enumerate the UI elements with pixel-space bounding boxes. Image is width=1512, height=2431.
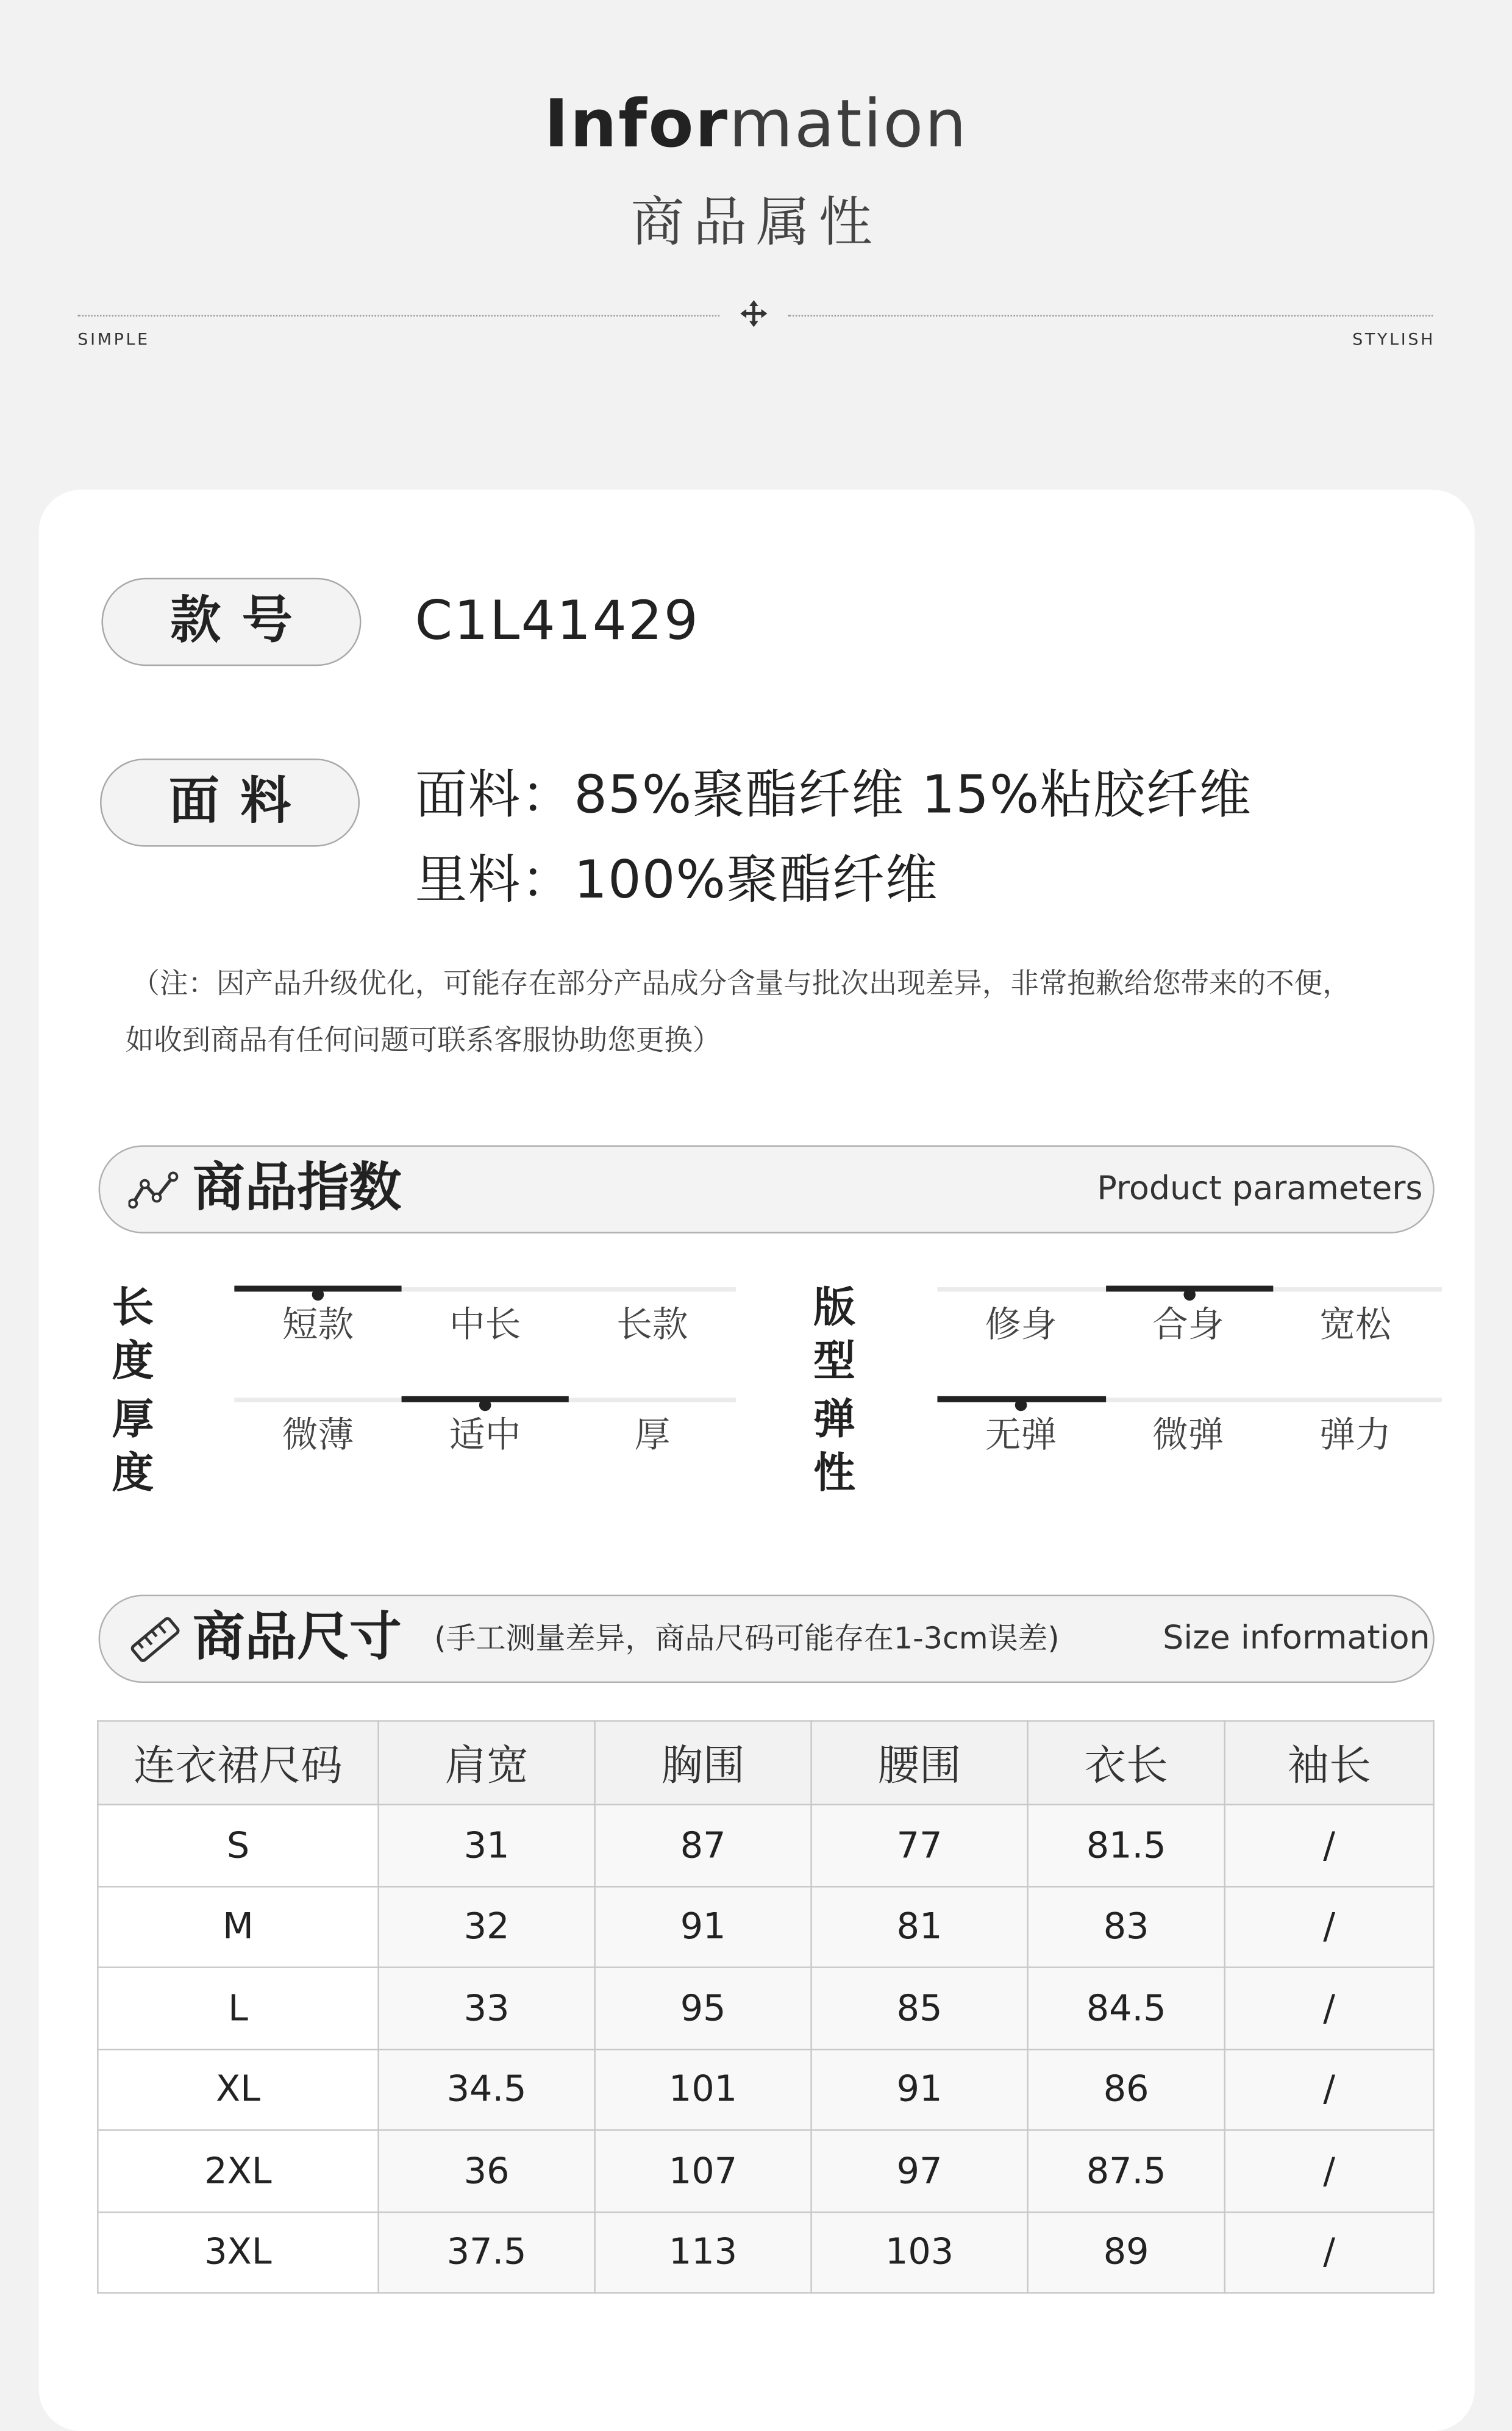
size-cell: 3XL xyxy=(98,2211,378,2293)
size-cell: 2XL xyxy=(98,2130,378,2211)
param-track xyxy=(937,1287,1441,1291)
param-track xyxy=(234,1398,736,1402)
table-cell: / xyxy=(1225,1886,1434,1967)
table-cell: 107 xyxy=(595,2130,811,2211)
param-selected-dot xyxy=(1183,1288,1196,1301)
column-header: 袖长 xyxy=(1225,1721,1434,1804)
column-header: 肩宽 xyxy=(379,1721,595,1804)
table-header-row xyxy=(98,1721,1433,1804)
params-header-bar xyxy=(99,1145,1435,1233)
fabric-outer: 面料：85%聚酯纤维 15%粘胶纤维 xyxy=(415,766,1252,826)
param-option: 无弹 xyxy=(985,1414,1057,1456)
table-row xyxy=(98,1805,1433,1886)
table-cell: 37.5 xyxy=(379,2211,595,2293)
table-cell: 34.5 xyxy=(379,2049,595,2130)
move-cross-icon xyxy=(737,297,770,330)
param-label: 弹性 xyxy=(813,1394,855,1498)
table-cell: 101 xyxy=(595,2049,811,2130)
table-cell: 87 xyxy=(595,1805,811,1886)
table-row xyxy=(98,2130,1433,2211)
simple-tag: SIMPLE xyxy=(77,330,150,350)
table-cell: / xyxy=(1225,2211,1434,2293)
table-cell: 87.5 xyxy=(1028,2130,1225,2211)
size-title-en: Size information xyxy=(1163,1620,1430,1658)
param-selected-dot xyxy=(312,1288,324,1301)
column-header: 腰围 xyxy=(811,1721,1028,1804)
param-option: 短款 xyxy=(282,1303,354,1346)
param-option: 厚 xyxy=(634,1414,671,1456)
param-option: 宽松 xyxy=(1319,1303,1391,1346)
size-cell: L xyxy=(98,1968,378,2049)
param-option: 长款 xyxy=(616,1303,688,1346)
table-cell: 77 xyxy=(811,1805,1028,1886)
fabric-label: 面料 xyxy=(100,759,360,846)
size-cell: M xyxy=(98,1886,378,1967)
divider-left xyxy=(77,315,719,316)
table-cell: 31 xyxy=(379,1805,595,1886)
param-label: 版型 xyxy=(813,1282,855,1386)
table-row xyxy=(98,2211,1433,2293)
table-cell: 36 xyxy=(379,2130,595,2211)
param-track xyxy=(937,1398,1441,1402)
table-cell: 83 xyxy=(1028,1886,1225,1967)
table-cell: 97 xyxy=(811,2130,1028,2211)
stylish-tag: STYLISH xyxy=(1352,330,1436,350)
column-header: 衣长 xyxy=(1028,1721,1225,1804)
table-cell: 113 xyxy=(595,2211,811,2293)
size-table xyxy=(97,1720,1435,2293)
table-cell: 103 xyxy=(811,2211,1028,2293)
column-header: 连衣裙尺码 xyxy=(98,1721,378,1804)
title-bold-part: Infor xyxy=(544,87,729,163)
size-note: (手工测量差异，商品尺码可能存在1-3cm误差) xyxy=(434,1620,1060,1656)
param-option: 修身 xyxy=(985,1303,1057,1346)
style-no-label: 款号 xyxy=(101,578,361,666)
table-cell: 91 xyxy=(595,1886,811,1967)
ruler-icon xyxy=(129,1614,182,1665)
table-cell: 89 xyxy=(1028,2211,1225,2293)
table-cell: 95 xyxy=(595,1968,811,2049)
size-cell: XL xyxy=(98,2049,378,2130)
note-line-2: 如收到商品有任何问题可联系客服协助您更换） xyxy=(125,1024,721,1057)
divider-right xyxy=(788,315,1433,316)
table-cell: 81.5 xyxy=(1028,1805,1225,1886)
param-option: 微薄 xyxy=(282,1414,354,1456)
param-option: 弹力 xyxy=(1319,1414,1391,1456)
table-cell: 86 xyxy=(1028,2049,1225,2130)
param-option: 适中 xyxy=(449,1414,521,1456)
table-row xyxy=(98,2049,1433,2130)
params-title-en: Product parameters xyxy=(1097,1171,1423,1208)
param-option: 合身 xyxy=(1152,1303,1224,1346)
param-option: 微弹 xyxy=(1152,1414,1224,1456)
param-label: 厚度 xyxy=(112,1394,154,1498)
table-cell: / xyxy=(1225,2130,1434,2211)
page-subtitle: 商品属性 xyxy=(630,192,882,254)
column-header: 胸围 xyxy=(595,1721,811,1804)
table-cell: / xyxy=(1225,1805,1434,1886)
param-label: 长度 xyxy=(112,1282,154,1386)
fabric-lining: 里料：100%聚酯纤维 xyxy=(415,851,938,911)
size-title: 商品尺寸 xyxy=(192,1608,402,1668)
table-cell: 84.5 xyxy=(1028,1968,1225,2049)
table-row xyxy=(98,1968,1433,2049)
table-cell: 91 xyxy=(811,2049,1028,2130)
param-track xyxy=(234,1287,736,1291)
table-cell: / xyxy=(1225,2049,1434,2130)
table-cell: 33 xyxy=(379,1968,595,2049)
table-cell: 85 xyxy=(811,1968,1028,2049)
table-row xyxy=(98,1886,1433,1967)
note-line-1: （注：因产品升级优化，可能存在部分产品成分含量与批次出现差异，非常抱歉给您带来的不便， xyxy=(131,967,1351,1001)
param-selected-dot xyxy=(479,1399,491,1412)
style-no-value: C1L41429 xyxy=(415,591,700,653)
title-light-part: mation xyxy=(729,87,968,163)
table-cell: 32 xyxy=(379,1886,595,1967)
page-title xyxy=(0,84,1512,167)
params-title: 商品指数 xyxy=(192,1158,402,1219)
size-header-bar xyxy=(99,1595,1435,1683)
size-cell: S xyxy=(98,1805,378,1886)
trend-line-icon xyxy=(129,1171,179,1210)
table-cell: / xyxy=(1225,1968,1434,2049)
table-cell: 81 xyxy=(811,1886,1028,1967)
param-option: 中长 xyxy=(449,1303,521,1346)
